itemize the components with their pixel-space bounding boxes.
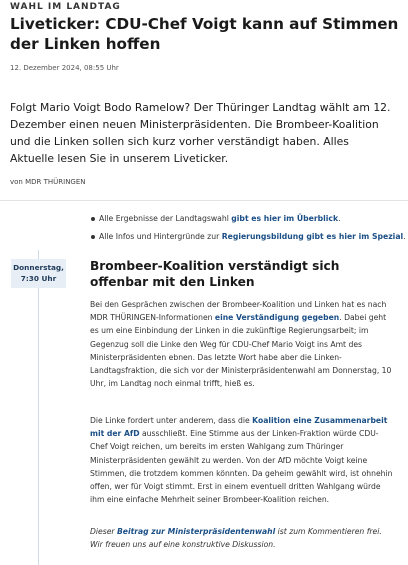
bullet-end: . — [403, 232, 406, 241]
list-item — [90, 231, 406, 249]
bullet-text: Alle Infos und Hintergründe zur — [99, 232, 222, 241]
ticker-entry-title: Brombeer-Koalition verständigt sich offenbar mit den Linken — [90, 259, 340, 289]
section-divider — [0, 200, 408, 201]
paragraph-text: ausschließt. Eine Stimme aus der Linken-Fraktion würde CDU-Chef Voigt reichen, um bereits im ersten Wahlgang zum Thüringer Ministerpräsidenten gewählt zu werden. Von der AfD möchte Voigt keine Stimmen, die trotzdem kommen könnten. Da geheim gewählt wird, ist ohnehin offen, wer für Voigt stimmt. Erst in einem eventuell dritten Wahlgang würde ihm eine einfache Mehrheit seiner Brombeer-Koalition reichen. — [90, 429, 393, 505]
article-headline: Liveticker: CDU-Chef Voigt kann auf Stimmen der Linken hoffen — [10, 15, 399, 53]
ticker-timestamp — [11, 259, 66, 288]
timestamp-time: 7:30 Uhr — [20, 273, 57, 283]
article-kicker: WAHL IM LANDTAG — [10, 2, 121, 12]
timestamp-day: Donnerstag, — [13, 263, 64, 272]
bullet-text: Alle Ergebnisse der Landtagswahl — [99, 214, 232, 223]
paragraph-text: Die Linke fordert unter anderem, dass die — [90, 416, 253, 425]
ticker-paragraph-3 — [90, 525, 396, 551]
ticker-paragraph-1 — [90, 298, 396, 390]
timeline-line — [38, 250, 39, 565]
government-formation-link[interactable]: Regierungsbildung gibt es hier im Spezial — [221, 232, 404, 241]
article-author: von MDR THÜRINGEN — [10, 178, 86, 186]
paragraph-text: Bei den Gesprächen zwischen der Brombeer-Koalition und Linken hat es nach MDR THÜRINGEN-Informationen — [90, 300, 387, 323]
ticker-paragraph-2 — [90, 414, 396, 506]
info-link-list — [90, 213, 406, 249]
article-dateline: 12. Dezember 2024, 08:55 Uhr — [10, 64, 119, 72]
list-item — [90, 213, 406, 231]
comment-article-link[interactable]: Beitrag zur Ministerpräsidentenwahl — [116, 527, 276, 536]
agreement-link[interactable]: eine Verständigung gegeben — [214, 313, 340, 323]
article-lead: Folgt Mario Voigt Bodo Ramelow? Der Thüringer Landtag wählt am 12. Dezember einen neuen Ministerpräsidenten. Die Brombeer-Koalition und die Linken sollen sich kurz vorher verständigt haben. Alles Aktuelle lesen Sie in unserem Liveticker. — [10, 101, 391, 165]
bullet-end: . — [338, 214, 341, 223]
paragraph-text: . Dabei geht es um eine Einbindung der Linken in die zukünftige Regierungsarbeit; im Gegenzug soll die Linke den Weg für CDU-Chef Mario Voigt ins Amt des Ministerpräsidenten ebnen. Das letzte Wort habe aber die Linken-Landtagsfraktion, die sich vor der Ministerpräsidentenwahl am Donnerstag, 10 Uhr, im Landtag noch einmal trifft, hieß es. — [90, 313, 392, 389]
paragraph-text: ist zum Kommentieren frei. Wir freuen uns auf eine konstruktive Diskussion. — [90, 527, 382, 550]
paragraph-text: Dieser — [90, 527, 117, 536]
results-overview-link[interactable]: gibt es hier im Überblick — [231, 214, 339, 223]
afd-cooperation-link[interactable]: Koalition eine Zusammenarbeit mit der AfD — [90, 416, 388, 439]
